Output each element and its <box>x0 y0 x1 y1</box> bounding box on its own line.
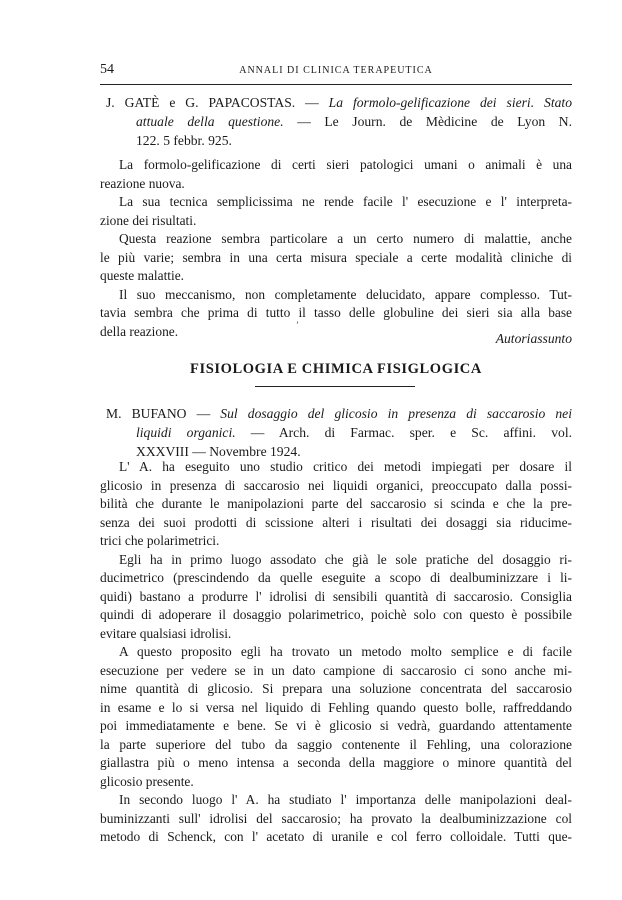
paragraph: L' A. ha eseguito uno studio critico dei metodi impiegati per dosare il glicosio in presenza di saccarosio nei liquidi organici, preoccupato dalla possi- bilità che durante le manipolazioni parte del saccarosio si scinda e che la pre- senza dei suoi prodotti di scissione alteri i risultati dei dosaggi sia riducime- trici che polarimetrici. <box>100 459 572 548</box>
article1-reference <box>106 93 572 150</box>
paragraph: A questo proposito egli ha trovato un metodo molto semplice e di facile esecuzione per vedere se in un dato campione di saccarosio ci sono anche mi- nime quantità di glicosio. Si prepara una soluzione concentrata del saccarosio in esame e lo si versa nel liquido di Fehling quando questo bolle, raffreddando poi immediatamente e bene. Se vi è glicosio si vedrà, guardando attentamente la parte superiore del tubo da saggio contenente il Fehling, una colorazione giallastra più o meno intensa a seconda della maggiore o minore quantità del glicosio presente. <box>100 644 572 789</box>
article1-body <box>100 156 572 341</box>
article2-ref-line3: XXXVIII — Novembre 1924. <box>136 444 301 459</box>
page-header <box>100 62 572 85</box>
article2-ref-line2: liquidi organici. — Arch. di Farmac. sper. e Sc. affini. vol. <box>136 425 573 440</box>
section-title: FISIOLOGIA E CHIMICA FISIGLOGICA <box>190 361 482 377</box>
article2-reference <box>106 404 572 461</box>
page-number: 54 <box>100 62 114 77</box>
paragraph: In secondo luogo l' A. ha studiato l' importanza delle manipolazioni deal- buminizzanti sull' idrolisi del saccarosio; ha provato la dealbuminizzazione col metodo di Schenck, con l' acetato di uranile e col ferro colloidale. Tutti que- <box>100 792 572 844</box>
article1-signature: Autoriassunto <box>495 331 572 346</box>
article1-ref-line2: attuale della questione. — Le Journ. de Mèdicine de Lyon N. <box>136 114 572 129</box>
stray-mark: ʼ <box>296 320 299 330</box>
article1-ref-line3: 122. 5 febbr. 925. <box>136 133 232 148</box>
paragraph: La sua tecnica semplicissima ne rende facile l' esecuzione e l' interpreta- zione dei risultati. <box>100 194 572 228</box>
article2-body <box>100 458 572 847</box>
paragraph: Egli ha in primo luogo assodato che già le sole pratiche del dosaggio ri- ducimetrico (prescindendo da quelle eseguite a scopo di dealbuminizzare i li- quidi) bastano a produrre l' idrolisi di sensibili quantità di saccarosio. Consiglia quindi di adoperare il dosaggio polarimetrico, poichè solo con questo è possibile evitare qualsiasi idrolisi. <box>100 551 572 641</box>
section-divider <box>255 386 415 387</box>
paragraph: Questa reazione sembra particolare a un certo numero di malattie, anche le più varie; sembra in una certa misura speciale a certe modalità cliniche di queste malattie. <box>100 231 572 283</box>
article1-ref-line1: J. GATÈ e G. PAPACOSTAS. — La formolo-gelificazione dei sieri. Stato <box>106 95 572 110</box>
paragraph: La formolo-gelificazione di certi sieri patologici umani o animali è una reazione nuova. <box>100 157 572 191</box>
article2-ref-line1: M. BUFANO — Sul dosaggio del glicosio in presenza di saccarosio nei <box>106 406 572 421</box>
running-title: ANNALI DI CLINICA TERAPEUTICA <box>239 65 433 76</box>
paragraph: Il suo meccanismo, non completamente delucidato, appare complesso. Tut- tavia sembra che prima di tutto il tasso delle globuline dei sieri sia alla base della reazione. <box>100 286 572 339</box>
